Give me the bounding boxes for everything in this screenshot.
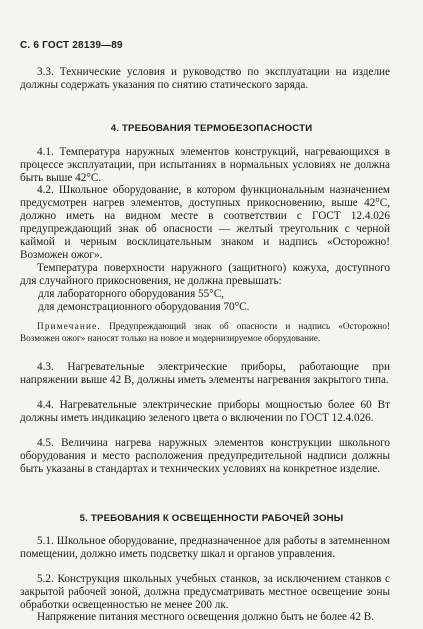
paragraph-4-3: 4.3. Нагревательные электрические приборы, работающие при напряжении выше 42 В, должны иметь элементы нагревания закрытого типа. [20,361,390,386]
limit-laboratory: для лабораторного оборудования 55°С, [38,288,224,300]
paragraph-4-1: 4.1. Температура наружных элементов конструкций, нагревающихся в процессе эксплуатации, при испытаниях в нормальных условиях не должна быть выше 42°С. [20,146,390,184]
paragraph-3-3: 3.3. Технические условия и руководство по эксплуатации на изделие должны содержать указания по снятию статического заряда. [20,66,390,91]
page-header: С. 6 ГОСТ 28139—89 [20,40,123,51]
note [20,321,390,344]
note-label: Примечание. [37,321,101,331]
paragraph-4-2: 4.2. Школьное оборудование, в котором функциональным назначением предусмотрен нагрев элементов, доступных прикосновению, выше 42°С, должно иметь на видном месте в соответствии с ГОСТ 12.4.026 предупреждающий знак об опасности — желтый треугольник с черной каймой и черным восклицательным знаком и надпись «Осторожно! Возможен ожог». [20,184,390,261]
paragraph-4-5: 4.5. Величина нагрева наружных элементов конструкции школьного оборудования и место расположения предупредительной надписи должны быть указаны в стандартах и технических условиях на конкретное изделие. [20,437,390,475]
paragraph-5-2: 5.2. Конструкция школьных учебных станков, за исключением станков с закрытой рабочей зоной, должна предусматривать местное освещение зоны обработки освещенностью не менее 200 лк. [20,573,390,611]
limit-demonstration: для демонстрационного оборудования 70°С. [38,301,250,313]
paragraph-5-2-voltage: Напряжение питания местного освещения должно быть не более 42 В. [37,611,375,623]
note-text: Предупреждающий знак об опасности и надпись «Осторожно! Возможен ожог» наносят только на новое и модернизируемое оборудование. [20,321,390,343]
section-4-heading: 4. ТРЕБОВАНИЯ ТЕРМОБЕЗОПАСНОСТИ [110,123,313,134]
paragraph-4-2-temperature: Температура поверхности наружного (защитного) кожуха, доступного для случайного прикосновения, не должна превышать: [20,262,390,287]
section-5-heading: 5. ТРЕБОВАНИЯ К ОСВЕЩЕННОСТИ РАБОЧЕЙ ЗОНЫ [79,513,344,524]
paragraph-5-1: 5.1. Школьное оборудование, предназначенное для работы в затемненном помещении, должно иметь подсветку шкал и органов управления. [20,535,390,560]
paragraph-4-4: 4.4. Нагревательные электрические приборы мощностью более 60 Вт должны иметь индикацию зеленого цвета о включении по ГОСТ 12.4.026. [20,399,390,424]
